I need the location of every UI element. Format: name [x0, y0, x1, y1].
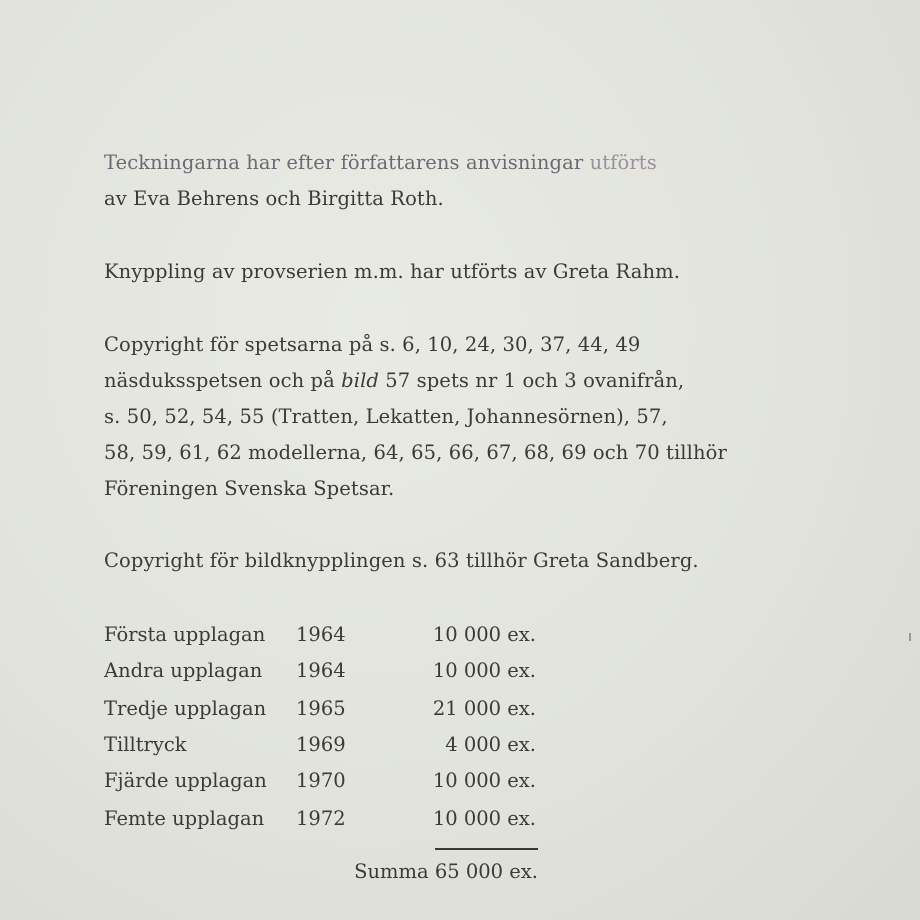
edition-name: Första upplagan	[104, 623, 266, 646]
edition-row	[104, 769, 544, 799]
edition-year: 1970	[296, 769, 346, 792]
edition-year: 1965	[296, 697, 346, 720]
paper-mark	[909, 633, 911, 641]
edition-name: Femte upplagan	[104, 807, 265, 830]
edition-year: 1964	[296, 623, 346, 646]
edition-year: 1972	[296, 807, 346, 830]
edition-row	[104, 623, 544, 653]
edition-year: 1964	[296, 659, 346, 682]
copyright-line-5: Föreningen Svenska Spetsar.	[104, 477, 395, 500]
edition-count: 4 000 ex.	[445, 733, 536, 756]
copyright-line-2-start: näsduksspetsen och på	[104, 369, 342, 392]
picture-lace-copyright: Copyright för bildknypplingen s. 63 tillhör Greta Sandberg.	[104, 549, 699, 572]
drawings-credit-line-2: av Eva Behrens och Birgitta Roth.	[104, 187, 444, 210]
edition-name: Tredje upplagan	[104, 697, 267, 720]
copyright-line-1: Copyright för spetsarna på s. 6, 10, 24, 30, 37, 44, 49	[104, 333, 641, 356]
lace-making-credit: Knyppling av provserien m.m. har utförts av Greta Rahm.	[104, 260, 681, 283]
edition-row	[104, 807, 544, 837]
copyright-line-3: s. 50, 52, 54, 55 (Tratten, Lekatten, Johannesörnen), 57,	[104, 405, 668, 428]
edition-name: Andra upplagan	[104, 659, 263, 682]
edition-count: 10 000 ex.	[432, 659, 536, 682]
copyright-line-2-end: 57 spets nr 1 och 3 ovanifrån,	[379, 369, 685, 392]
edition-name: Tilltryck	[104, 733, 187, 756]
edition-name: Fjärde upplagan	[104, 769, 267, 792]
total-rule	[435, 848, 538, 850]
edition-row	[104, 697, 544, 727]
copyright-line-2	[104, 369, 684, 392]
total-line: Summa 65 000 ex.	[354, 860, 538, 883]
copyright-line-4: 58, 59, 61, 62 modellerna, 64, 65, 66, 67, 68, 69 och 70 tillhör	[104, 441, 727, 464]
copyright-italic-word: bild	[341, 369, 379, 392]
edition-count: 10 000 ex.	[432, 807, 536, 830]
edition-count: 10 000 ex.	[432, 623, 536, 646]
edition-count: 21 000 ex.	[432, 697, 536, 720]
edition-count: 10 000 ex.	[432, 769, 536, 792]
drawings-credit-faded-word: utförts	[589, 151, 657, 174]
edition-row	[104, 733, 544, 763]
drawings-credit-line-1	[104, 151, 657, 174]
edition-row	[104, 659, 544, 689]
drawings-credit-text: Teckningarna har efter författarens anvisningar	[104, 151, 590, 174]
edition-year: 1969	[296, 733, 346, 756]
